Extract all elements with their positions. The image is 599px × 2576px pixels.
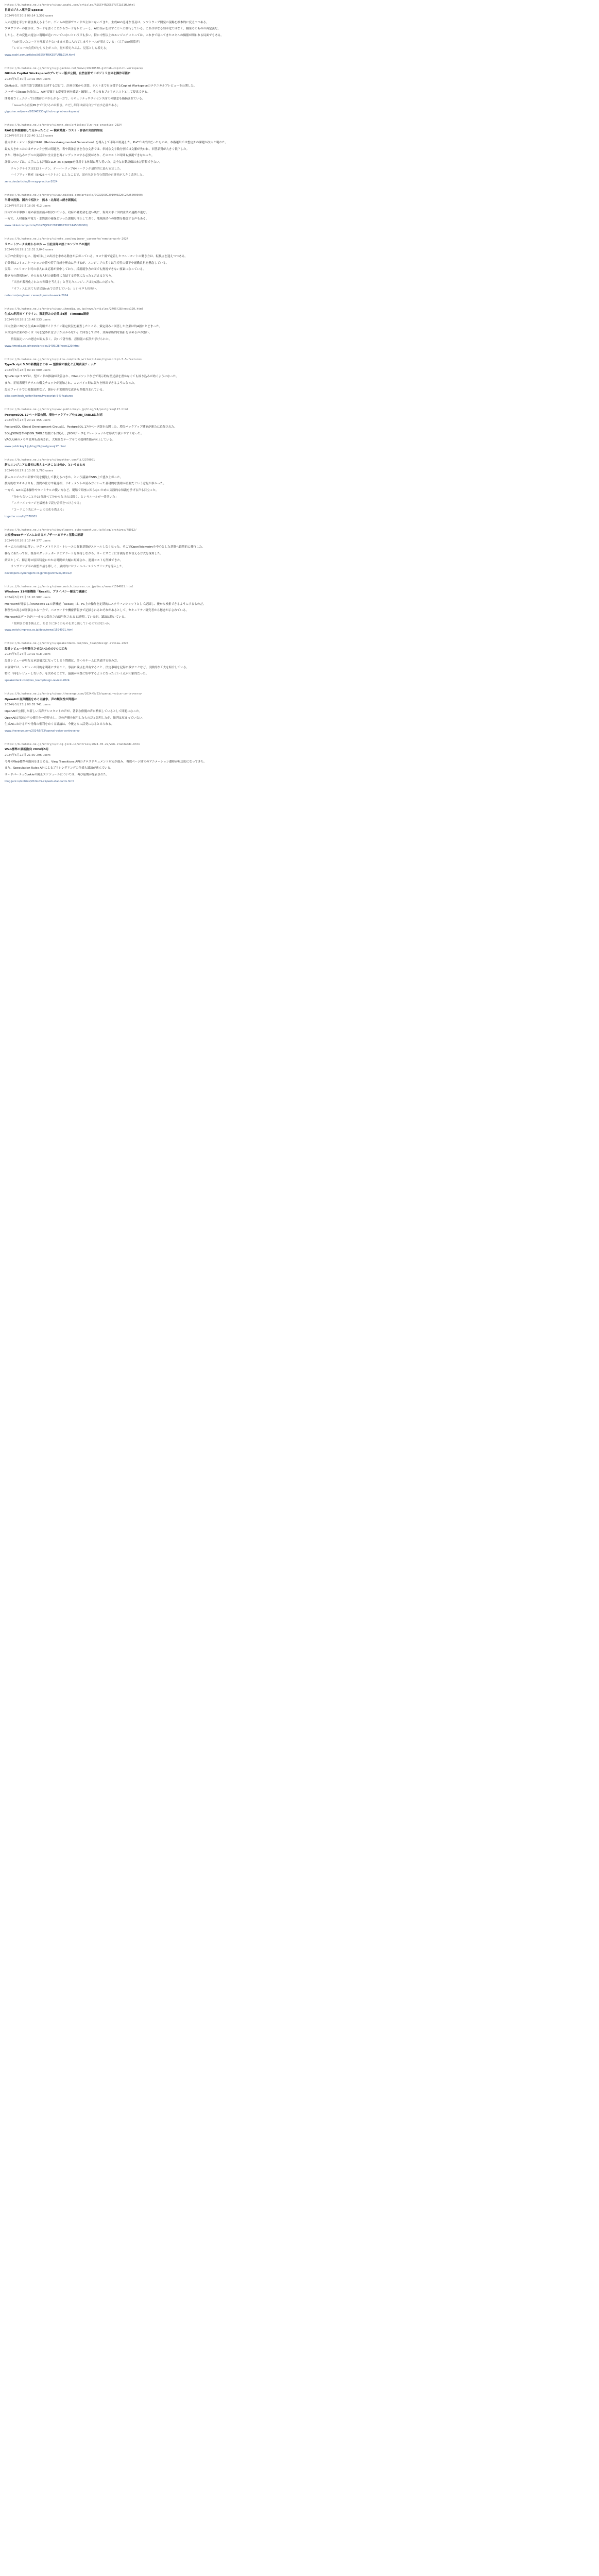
entry-url-link[interactable]: https://b.hatena.ne.jp/entry/s/www.nikkei.com/article/DGXZQOUC2919H0Z20C24A5000000/: [5, 194, 144, 197]
entry-source-link[interactable]: gigazine.net/news/20240530-github-copilot-workspace/: [5, 110, 79, 114]
entry-paragraph: 一方で、人材確保や電力・水資源の確保といった課題も浮上しており、地域経済への影響を懸念する声もある。: [5, 217, 149, 221]
entry-meta: 2024年5月27日 13:05 1,760 users: [5, 469, 54, 473]
entry-quote: 「コードより先にチームの文化を教える」: [11, 508, 66, 512]
entry-title[interactable]: リモートワークは終わるのか — 出社回帰の波とエンジニアの選択: [5, 243, 90, 246]
entry-paragraph: また、Speculation Rules APIによるプリレンダリングの仕様も議論が進んでいる。: [5, 767, 113, 770]
entry-paragraph: 新人エンジニアの研修で何を優先して教えるべきか、という議論がSNS上で盛り上がった。: [5, 476, 123, 479]
entry-paragraph: また、埋め込みモデルの更新時に全文書を再インデックスする必要があり、そのコストと時間も無視できなかった。: [5, 154, 155, 158]
entry-paragraph: 特に「何をレビューしないか」を決めることで、議論が本質に集中するようになったという点が印象的だった。: [5, 672, 149, 676]
entry-source-link[interactable]: developers.cyberagent.co.jp/blog/archives/48012/: [5, 572, 72, 575]
entry-paragraph: サービスの成長に伴い、ログ・メトリクス・トレースの収集基盤がスケールしなくなった。そこでOpenTelemetryを中心とした基盤へ段階的に移行した。: [5, 546, 205, 549]
entry-meta: 2024年5月29日 22:40 1,118 users: [5, 134, 54, 138]
entry-url-link[interactable]: https://b.hatena.ne.jp/entry/s/developers.cyberagent.co.jp/blog/archives/48012/: [5, 528, 137, 532]
entry-title[interactable]: 日経ビジネス電子版 Special: [5, 9, 43, 12]
entry-source-link[interactable]: www.watch.impress.co.jp/docs/news/1594021.html: [5, 629, 73, 632]
entry-paragraph: 働き方の選択肢が、そのまま人材の流動性に直結する時代になったと言えるだろう。: [5, 274, 114, 278]
entry-paragraph: 大手IT企業を中心に、週3日以上の出社を求める動きが広がっている。コロナ禍で定着したフルリモートの働き方は、転換点を迎えつつある。: [5, 255, 187, 258]
entry-url-link[interactable]: https://b.hatena.ne.jp/entry/s/gigazine.net/news/20240530-github-copilot-workspace/: [5, 67, 144, 71]
entry: [5, 66, 594, 114]
entry-source-link[interactable]: qiita.com/tech_writer/items/typescript-5-5-features: [5, 395, 73, 398]
entry: [5, 3, 594, 57]
entry-source-link[interactable]: zenn.dev/articles/llm-rag-practice-2024: [5, 180, 58, 184]
entry-paragraph: OpenAIは当該の声の使用を一時停止し、別の声優を起用したものだと説明したが、批判は収まっていない。: [5, 716, 145, 720]
entry-paragraph: プログラマーの仕事は、コードを書くことからコードをレビューし、AIに指示を出すことへと移行している。これは単なる効率化ではなく、職業そのものの再定義だ。: [5, 27, 221, 31]
entry-title[interactable]: PostgreSQL 17ベータ版公開、増分バックアップやJSON_TABLEに対応: [5, 413, 103, 417]
entry-title[interactable]: TypeScript 5.5の新機能まとめ — 型推論の強化と正規表現チェック: [5, 363, 96, 366]
entry-list: [5, 3, 594, 784]
entry-paragraph: 最も大きかったのはチャンク分割の問題だ。表や箇条書きを含む文書では、単純な文字数分割では文脈が失われ、回答品質が大きく低下した。: [5, 147, 190, 151]
entry: [5, 458, 594, 519]
entry-url-link[interactable]: https://b.hatena.ne.jp/entry/s/www.watch.impress.co.jp/docs/news/1594021.html: [5, 585, 133, 589]
entry-paragraph: しかし、その変化の速さに現場が追いついていないという声も多い。特に中堅以上のエンジニアにとっては、これまで培ってきたスキルの価値が問われる局面でもある。: [5, 34, 224, 37]
entry-url-link[interactable]: https://b.hatena.ne.jp/entry/s/speakerdeck.com/dev_team/design-review-2024: [5, 642, 129, 646]
entry-paragraph: Microsoftが発表したWindows 11の新機能「Recall」は、PC上の操作を定期的にスクリーンショットとして記録し、後から検索できるようにするものだ。: [5, 602, 206, 606]
entry: [5, 585, 594, 632]
entry-paragraph: 移行にあたっては、既存のダッシュボードとアラートを維持しながら、サービスごとに計測を切り替える方式を採用した。: [5, 552, 163, 556]
entry-paragraph: 結果として、障害時の原因特定にかかる時間が大幅に短縮され、運用コストも削減できた。: [5, 558, 123, 562]
entry: [5, 528, 594, 575]
entry-meta: 2024年5月22日 21:30 296 users: [5, 753, 50, 757]
entry-paragraph: PostgreSQL Global Development Groupは、PostgreSQL 17のベータ版を公開した。増分バックアップ機能が新たに追加された。: [5, 425, 177, 429]
entry-paragraph: サードパーティCookieの廃止スケジュールについては、再び延期が発表された。: [5, 773, 109, 776]
entry-paragraph: 未策定の企業の多くは「何を定めればよいか分からない」と回答しており、業界横断的な指針を求める声が強い。: [5, 331, 152, 335]
entry: [5, 641, 594, 683]
entry-paragraph: 本資料では、レビューの目的を明確にすること、事前に論点を共有すること、決定事項を記録に残すことなど、実践的な工夫を紹介している。: [5, 666, 190, 669]
entry-paragraph: 企業側はコミュニケーションの質や若手育成を理由に挙げるが、エンジニアの多くは生産性の低下や通勤負担を懸念している。: [5, 261, 169, 265]
entry-url-link[interactable]: https://b.hatena.ne.jp/entry/s/togetter.com/li/2370001: [5, 459, 95, 462]
entry-paragraph: 国内での半導体工場の新設計画が相次いでいる。政府の補助金を追い風に、海外大手と国内企業の連携が進む。: [5, 211, 149, 214]
entry-title[interactable]: Web標準の最新動向 2024年5月: [5, 748, 49, 752]
entry-meta: 2024年5月27日 20:22 455 users: [5, 419, 50, 422]
entry-source-link[interactable]: www.theverge.com/2024/5/23/openai-voice-controversy: [5, 729, 80, 733]
entry-paragraph: 評価については、人手による評価とLLM-as-a-judgeを併用する体制に落ち着いた。完全な自動評価はまだ信頼できない。: [5, 161, 162, 164]
entry-paragraph: ユーザーはIssueを起点に、AIが提案する変更計画を確認・編集し、そのままプルリクエストとして提出できる。: [5, 91, 150, 94]
entry-quote: 「AIが書いたコードを理解できないまま本番に入れてしまうケースが増えている」（大手SIer関係者）: [11, 40, 142, 44]
entry-source-link[interactable]: blog.jxck.io/entries/2024-05-22/web-standards.html: [5, 779, 74, 783]
entry-paragraph: TypeScript 5.5では、型ガードの推論が改善され、filterメソッドなどで明示的な型述語を書かなくても絞り込みが効くようになった。: [5, 375, 179, 379]
entry-quote: 情報漏えいへの懸念が最も多く、次いで著作権、誤情報の拡散が挙げられた。: [11, 337, 112, 341]
entry-quote: 「Issueから直接PRまで行けるのは驚き。ただし細部は結局自分で直す必要がある」: [11, 104, 120, 107]
entry-source-link[interactable]: note.com/engineer_career/n/remote-work-2024: [5, 294, 69, 297]
entry-paragraph: 人の記憶を半分に置き換えるように、ゲームの世界でコードが主体となってきた。生成AIの急速な普及は、ソフトウェア開発の現場を根本的に変えつつある。: [5, 21, 209, 24]
entry-url-link[interactable]: https://b.hatena.ne.jp/entry/s/www.theverge.com/2024/5/23/openai-voice-controversy: [5, 692, 142, 696]
entry-paragraph: 国内企業における生成AIの利用ガイドライン策定状況を調査したところ、策定済みと回答した企業は約4割にとどまった。: [5, 325, 162, 328]
entry-paragraph: 利便性の高さが評価される一方で、パスワードや機密情報まで記録されるおそれがあるとして、セキュリティ研究者から懸念が示されている。: [5, 609, 189, 613]
entry-quote: 「エラーメッセージを最後まで読む習慣をつけさせる」: [11, 502, 83, 505]
entry-title[interactable]: 設計レビューを形骸化させないための7つの工夫: [5, 647, 67, 651]
entry-source-link[interactable]: speakerdeck.com/dev_team/design-review-2024: [5, 679, 70, 683]
entry-quote: 「レビューの負荷がむしろ上がった。量が増えたぶん、見落としも増える」: [11, 47, 109, 50]
entry-meta: 2024年5月28日 09:10 689 users: [5, 368, 50, 372]
entry: [5, 358, 594, 399]
entry-source-link[interactable]: togetter.com/li/2370001: [5, 515, 37, 518]
entry-quote: チャンクサイズは512トークン、オーバーラップ64トークンが最終的に最も安定した。: [11, 167, 123, 171]
entry-quote: 「オフィスに来ても結局Slackで会話している」という声も根強い。: [11, 287, 99, 291]
entry-title[interactable]: 新人エンジニアに最初に教えるべきことは何か、というまとめ: [5, 464, 85, 467]
entry-paragraph: 設定ファイルでの変数展開など、細かいが実用的な改善も多数含まれている。: [5, 388, 106, 392]
entry-paragraph: 技術的なスキルよりも、質問の仕方や報連相、ドキュメントの読み方といった基礎的な姿勢が重要だという意見が多かった。: [5, 482, 166, 486]
entry: [5, 408, 594, 449]
entry-quote: ハイブリッド検索（BM25＋ベクトル）にしたことで、固有名詞を含む質問の正答率が大きく改善した。: [11, 174, 146, 177]
entry-url-link[interactable]: https://b.hatena.ne.jp/entry/s/qiita.com/tech_writer/items/typescript-5-5-features: [5, 358, 142, 361]
entry: [5, 692, 594, 733]
entry-paragraph: GitHubは、自然言語で課題を記述するだけで、計画立案から実装、テストまでを支援するCopilot Workspaceのテクニカルプレビューを公開した。: [5, 84, 197, 88]
entry-title[interactable]: Windows 11の新機能「Recall」、プライバシー懸念で議論に: [5, 590, 88, 594]
entry-title[interactable]: 半導体投資、国内で相次ぐ 熊本・北海道に続き新拠点: [5, 199, 77, 202]
entry-title[interactable]: GitHub Copilot Workspaceのプレビュー版が公開、自然言語でリポジトリ全体を操作可能に: [5, 72, 131, 76]
entry-paragraph: 実際、フルリモート可の求人には応募が集中しており、採用競争力の面でも無視できない要素になっている。: [5, 268, 146, 272]
entry-meta: 2024年5月24日 19:02 618 users: [5, 653, 50, 656]
entry-paragraph: 今月のWeb標準の動向をまとめる。View Transitions APIのクロスドキュメント対応が進み、複数ページ間でのアニメーション遷移が現実的になってきた。: [5, 760, 207, 764]
entry: [5, 123, 594, 184]
entry-paragraph: 開発者コミュニティでは期待の声が上がる一方で、セキュリティやライセンス面での懸念も指摘されている。: [5, 97, 145, 101]
entry-paragraph: OpenAIが公開した新しい音声アシスタントの声が、著名な俳優の声に酷似しているとして問題になった。: [5, 709, 142, 713]
entry-quote: 「出社が義務化されたら転職を考える」と答えたエンジニアは約6割にのぼった。: [11, 281, 116, 284]
entry-paragraph: 社内ドキュメント検索にRAG（Retrieval-Augmented Generation）を導入して半年が経過した。PoCでは好評だったものの、本番運用では想定外の課題が次々と現れた。: [5, 141, 228, 145]
entry-title[interactable]: OpenAIの音声機能をめぐる論争、声の類似性が問題に: [5, 698, 77, 701]
entry-source-link[interactable]: www.publickey1.jp/blog/24/postgresql17.html: [5, 445, 66, 448]
entry-meta: 2024年5月25日 11:20 982 users: [5, 596, 50, 600]
entry-meta: 2024年5月30日 09:14 1,302 users: [5, 14, 54, 18]
entry-paragraph: 一方で、Gitの基本操作やターミナルの使い方など、現場で即座に困らないための実践的な知識を挙げる声も目立った。: [5, 489, 159, 492]
entry-meta: 2024年5月28日 15:48 533 users: [5, 318, 50, 321]
entry-source-link[interactable]: www.itmedia.co.jp/news/articles/2405/28/news120.html: [5, 344, 80, 348]
entry-meta: 2024年5月30日 10:02 864 users: [5, 78, 50, 81]
entry: [5, 307, 594, 348]
entry-url-link[interactable]: https://b.hatena.ne.jp/entry/s/www.itmedia.co.jp/news/articles/2405/28/news120.html: [5, 307, 144, 311]
entry-meta: 2024年5月29日 12:31 2,045 users: [5, 248, 54, 252]
entry-meta: 2024年5月23日 08:55 741 users: [5, 703, 50, 707]
entry-title[interactable]: 生成AI利用ガイドライン、策定済みの企業は4割 ITmedia調査: [5, 313, 89, 316]
entry: [5, 742, 594, 784]
entry-title[interactable]: 大規模Webサービスにおけるオブザーバビリティ基盤の刷新: [5, 534, 83, 537]
entry-url-link[interactable]: https://b.hatena.ne.jp/entry/s/www.publickey1.jp/blog/24/postgresql17.html: [5, 408, 129, 412]
entry-source-link[interactable]: www.nikkei.com/article/DGXZQOUC2919H0Z20C24A5000000/: [5, 224, 88, 228]
entry-url-link[interactable]: https://b.hatena.ne.jp/entry/s/note.com/engineer_career/n/remote-work-2024: [5, 238, 129, 241]
entry-meta: 2024年5月29日 18:05 412 users: [5, 205, 50, 208]
entry-quote: 「便利さと引き換えに、あまりに多くのものを差し出しているのではないか」: [11, 622, 112, 625]
entry-source-link[interactable]: www.asahi.com/articles/ASS5Y4RJKS5YUTIL01H.html: [5, 53, 75, 57]
entry-quote: 「分からないことを15分調べて分からなければ聞く、というルールが一番効いた」: [11, 495, 118, 499]
entry-title[interactable]: RAGを本番運用して分かったこと — 検索精度・コスト・評価の実践的知見: [5, 129, 103, 132]
entry: [5, 237, 594, 298]
entry-url-link[interactable]: https://b.hatena.ne.jp/entry/s/zenn.dev/articles/llm-rag-practice-2024: [5, 124, 122, 127]
entry-paragraph: VACUUMのメモリ管理も改善され、大規模なテーブルでの処理性能が向上している。: [5, 438, 115, 442]
entry-paragraph: また、正規表現リテラルの構文チェックが追加され、コンパイル時に誤りを検出できるようになった。: [5, 381, 137, 385]
entry-quote: サンプリング率の調整が最も難しく、最終的にはテールベースサンプリングを導入した。: [11, 565, 125, 569]
entry-url-link[interactable]: https://b.hatena.ne.jp/entry/s/www.asahi.com/articles/ASS5Y4RJKS5YUTIL01H.html: [5, 4, 135, 7]
entry-paragraph: SQL/JSON標準のJSON_TABLE関数にも対応し、JSONデータをリレーショナルな形式で扱いやすくなった。: [5, 432, 144, 435]
entry-paragraph: 生成AIにおける声や肖像の権利をめぐる議論は、今後さらに活発になるとみられる。: [5, 723, 114, 726]
entry-url-link[interactable]: https://b.hatena.ne.jp/entry/s/blog.jxck.io/entries/2024-05-22/web-standards.html: [5, 742, 140, 746]
entry: [5, 193, 594, 228]
entry-paragraph: 設計レビューが単なる承認儀式になってしまう問題は、多くのチームに共通する悩みだ。: [5, 659, 120, 663]
entry-meta: 2024年5月26日 17:44 377 users: [5, 539, 50, 543]
entry-paragraph: Microsoftはデータがローカルに保存され暗号化されると説明しているが、議論は続いている。: [5, 616, 127, 619]
